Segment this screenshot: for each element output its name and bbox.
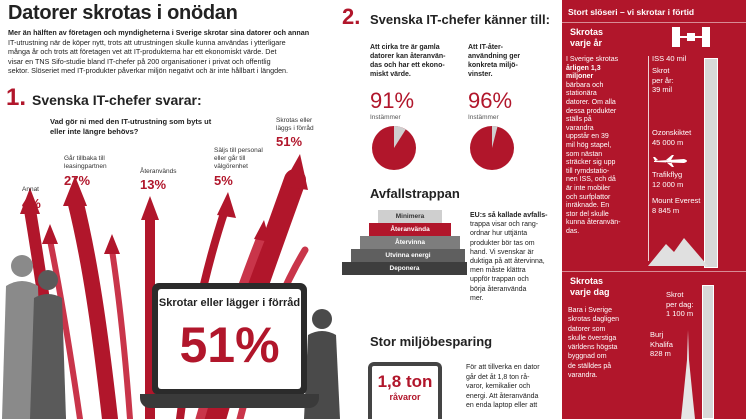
label-line: Skrot [666, 290, 684, 299]
sidebar-title: Stort slöseri – vi skrotar i förtid [568, 7, 695, 17]
label-line: 1 100 m [666, 309, 694, 319]
year-text [566, 56, 632, 236]
day-line: datorer som [568, 325, 606, 333]
laptop-caption: Skrotar eller lägger i förråd [158, 297, 301, 309]
section1-heading: Svenska IT-chefer svarar: [32, 92, 202, 108]
raw-material-badge [368, 362, 442, 419]
sidebar-divider [562, 22, 746, 23]
avfall-heading: Avfallstrappan [370, 186, 460, 201]
day-line: de ställdes på [568, 362, 612, 370]
stair-step-3 [360, 236, 460, 249]
miljo-line: varor, kemikalier och [466, 383, 531, 391]
label-line: Återanvänds [140, 168, 177, 175]
burj-khalifa-icon [680, 330, 696, 419]
year-line: som nästan [566, 150, 603, 158]
everest-label [652, 196, 700, 215]
day-line: varandra. [568, 372, 598, 380]
label-line: 828 m [650, 349, 671, 359]
heading-line: varje år [570, 38, 603, 48]
label-line: 39 mil [652, 85, 673, 95]
year-line: inräknade. En [566, 202, 610, 210]
fact-1-pct: 91% [370, 88, 415, 113]
label-line: Skrot [652, 66, 670, 75]
sidebar-divider [562, 271, 746, 272]
avfall-line: EU:s så kallade avfalls- [470, 212, 548, 219]
sidebar-panel [562, 0, 746, 419]
page-title: Datorer skrotas i onödan [8, 2, 238, 24]
label-line: välgörenhet [214, 163, 248, 170]
year-line: är inte mobiler [566, 184, 611, 192]
burj-label [650, 330, 673, 359]
avfall-line: uppför trappan och [470, 276, 529, 284]
year-line: och surfplattor [566, 193, 611, 201]
intro-line: IT-utrustning när de köper nytt, trots att utrustningen skulle kunna användas i ytterligare [8, 37, 286, 47]
fact-line: konkreta miljö- [468, 62, 518, 69]
label-line: per år: [652, 75, 674, 85]
year-line: dessa produkter [566, 107, 617, 115]
badge-unit: råvaror [389, 392, 421, 402]
label-line: per dag: [666, 299, 694, 309]
intro-line: sektor. Slöseriet med IT-produkter påverkar miljön negativt och är inte hållbart i längden. [8, 66, 289, 76]
year-heading [570, 27, 603, 49]
day-line: skrotas dagligen [568, 316, 619, 324]
stair-step-1 [378, 210, 442, 223]
laptop-graphic [152, 283, 307, 395]
label-line: Säljs till personal [214, 147, 263, 154]
stair-label: Minimera [395, 213, 425, 220]
avfall-line: ordnar hur uttjänta [470, 230, 528, 238]
laptop-screen [158, 289, 301, 389]
label-line: Mount Everest [652, 196, 701, 205]
iss-icon [670, 24, 712, 50]
waste-staircase [342, 210, 467, 280]
answer-label-reuse [140, 168, 177, 176]
year-line: kunna återanvän- [566, 219, 621, 227]
answer-pct-sold: 5% [214, 173, 233, 188]
fact-2-pct: 96% [468, 88, 513, 113]
year-line: bärbara och [566, 81, 604, 89]
year-line: stor del skulle [566, 210, 609, 218]
ozone-label [652, 128, 691, 147]
year-line: datorer. Om alla [566, 98, 616, 106]
answer-pct-scrap: 51% [276, 134, 303, 149]
answer-label-annat [22, 186, 39, 194]
avfall-line: produkter bör tas om [470, 239, 535, 247]
fact-2-text [468, 43, 520, 79]
day-line: Bara i Sverige [568, 307, 612, 314]
stair-label: Återvinna [395, 239, 425, 246]
fact-line: Att cirka tre är gamla [370, 44, 440, 51]
year-line: till rymdstatio- [566, 167, 610, 175]
miljo-line: går det åt 1,8 ton rå- [466, 373, 530, 381]
fact-line: miskt värde. [370, 71, 411, 78]
year-line: uppstår en 39 [566, 133, 609, 141]
miljo-line: För att tillverka en dator [466, 364, 540, 371]
miljo-text [466, 363, 561, 411]
heading-line: Skrotas [570, 27, 604, 37]
fact-1-caption: Instämmer [370, 114, 401, 121]
avfall-line: börja återanvända [470, 285, 527, 293]
laptop-base [140, 394, 319, 408]
label-line: Burj [650, 330, 664, 339]
fact-line: vinster. [468, 71, 493, 78]
fact-1-text [370, 43, 445, 79]
avfall-line: men måste klättra [470, 267, 526, 275]
fact-line: datorer kan återanvän- [370, 53, 446, 60]
arrow-leasing [75, 200, 110, 419]
traffic-label [652, 170, 683, 189]
avfall-text [470, 211, 560, 303]
label-line: Skrotas eller [276, 117, 313, 124]
answer-label-scrap [276, 117, 314, 133]
fact-line: Att IT-åter- [468, 44, 503, 51]
section1-question [50, 117, 211, 137]
fact-1-pie [370, 124, 418, 172]
label-line: 8 845 m [652, 205, 680, 215]
stair-label: Utvinna energi [385, 252, 431, 259]
year-line: mil hög stapel, [566, 141, 612, 149]
answer-pct-reuse: 13% [140, 177, 167, 192]
year-line: nen ISS, och då [566, 176, 616, 184]
miljo-line: en enda laptop eller att [466, 402, 538, 410]
intro-line: visar en TNS Sifo-studie bland IT-chefer på 200 organisationer i privat och offentlig [8, 56, 271, 66]
skrot-day-label [666, 290, 694, 319]
year-line: årligen 1,3 [566, 64, 601, 72]
answer-pct-leasing: 27% [64, 173, 91, 188]
avfall-line: duktiga på att återvinna, [470, 258, 545, 266]
day-heading [570, 276, 610, 298]
label-line: Trafikflyg [652, 170, 683, 179]
intro-line: många år och trots att företagen vet att IT-produkterna har ett ekonomiskt värde. Det [8, 47, 277, 57]
section2-heading: Svenska IT-chefer känner till: [370, 12, 550, 27]
label-line: Annat [22, 186, 39, 193]
fact-2-caption: Instämmer [468, 114, 499, 121]
miljo-heading: Stor miljöbesparing [370, 334, 493, 349]
avfall-line: hand. Vi svenskar är [470, 248, 534, 256]
intro-text [8, 28, 338, 76]
stair-label: Återanvända [390, 226, 430, 233]
label-line: eller går till [214, 155, 246, 162]
laptop-percentage: 51% [179, 317, 280, 373]
answer-label-sold [214, 147, 263, 171]
label-line: leasingpartnen [64, 163, 107, 170]
section1-number: 1. [6, 84, 27, 111]
section2-number: 2. [342, 4, 361, 29]
answer-pct-annat: 4% [22, 196, 41, 211]
year-line: I Sverige skrotas [566, 56, 619, 63]
stair-label: Deponera [389, 265, 420, 272]
question-line: eller inte längre behövs? [50, 127, 139, 136]
height-scale-line [648, 56, 649, 261]
airplane-icon [652, 154, 692, 168]
avfall-line: mer. [470, 294, 484, 302]
day-line: byggnad om [568, 353, 607, 361]
heading-line: varje dag [570, 287, 610, 297]
year-line: miljoner [566, 73, 594, 81]
year-line: sträcker sig upp [566, 159, 616, 167]
label-line: Khalifa [650, 339, 673, 349]
mountain-icon [648, 236, 708, 266]
fact-line: das och har ett ekono- [370, 62, 445, 69]
person-silhouettes [0, 250, 70, 419]
year-line: ställs på [566, 116, 592, 124]
intro-line: Mer än hälften av företagen och myndigheterna i Sverige skrotar sina datorer och annan [8, 28, 310, 37]
label-line: Går tillbaka till [64, 155, 105, 162]
badge-value: 1,8 ton [377, 372, 433, 391]
fact-2-pie [468, 124, 516, 172]
avfall-line: trappa visar och rang- [470, 221, 539, 229]
stair-step-5 [342, 262, 467, 275]
miljo-line: energi. Att återanvända [466, 392, 539, 400]
fact-line: användning ger [468, 53, 521, 60]
heading-line: Skrotas [570, 276, 604, 286]
label-line: 45 000 m [652, 137, 684, 147]
question-line: Vad gör ni med den IT-utrustning som byts ut [50, 117, 212, 126]
year-line: stationära [566, 90, 597, 98]
stair-step-4 [351, 249, 465, 262]
skrot-year-label [652, 66, 674, 95]
label-line: Ozonskiktet [652, 128, 692, 137]
answer-label-leasing [64, 155, 107, 171]
day-line: skulle överstiga [568, 334, 617, 342]
day-line: världens högsta [568, 344, 618, 352]
iss-label: ISS 40 mil [652, 54, 687, 63]
label-line: läggs i förråd [276, 125, 314, 132]
stair-step-2 [369, 223, 451, 236]
year-line: das. [566, 227, 580, 235]
scrap-stack-day [702, 285, 714, 419]
day-text [568, 306, 638, 380]
label-line: 12 000 m [652, 179, 684, 189]
year-line: varandra [566, 124, 594, 132]
